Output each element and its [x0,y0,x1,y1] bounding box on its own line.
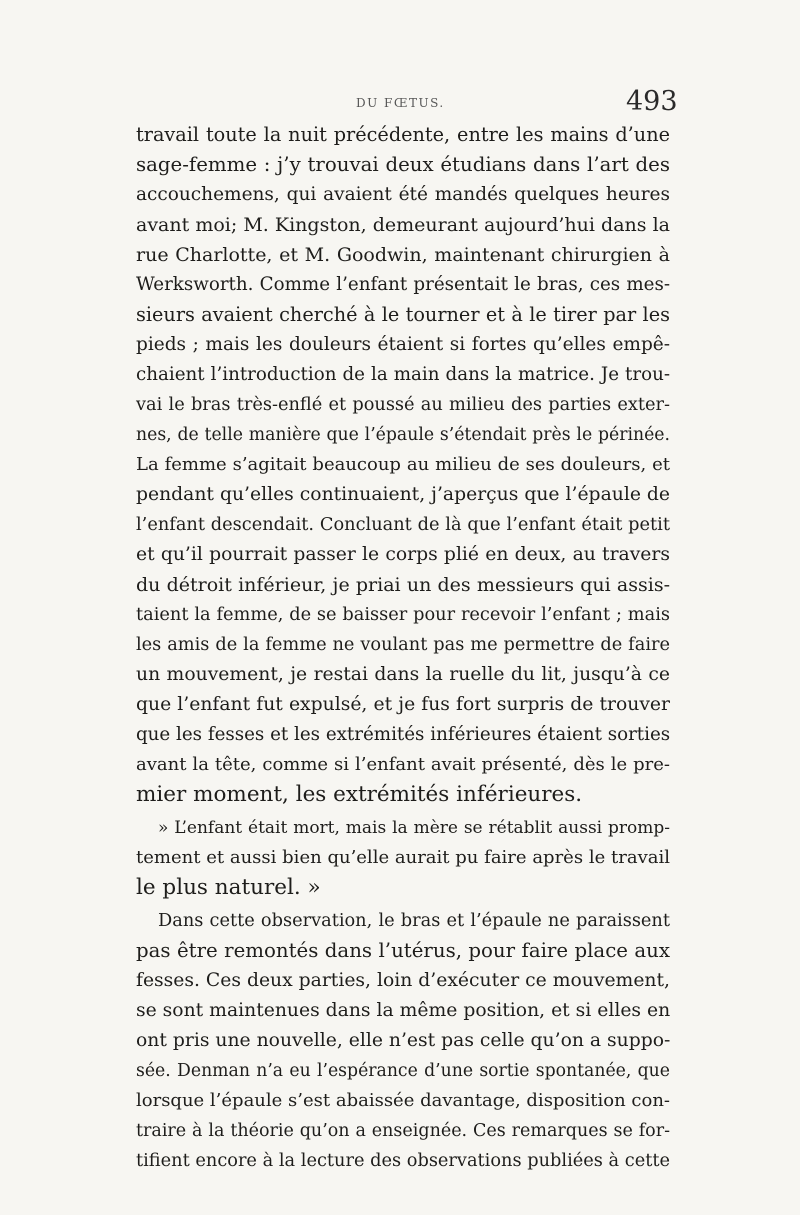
text-line: du détroit inférieur, je priai un des messieurs qui assis- [136,574,670,596]
text-line: La femme s’agitait beaucoup au milieu de ses douleurs, et [136,454,670,475]
text-line: Werksworth. Comme l’enfant présentait le bras, ces mes- [136,274,670,295]
running-title: DU FŒTUS. [356,96,445,110]
text-line: travail toute la nuit précédente, entre les mains d’une [136,123,670,146]
text-line: chaient l’introduction de la main dans la matrice. Je trou- [136,364,670,385]
paragraph-1 [136,120,670,810]
text-line: le plus naturel. » [136,875,321,900]
page-header [0,86,800,122]
text-line: ont pris une nouvelle, elle n’est pas celle qu’on a suppo- [136,1030,671,1051]
text-line: l’enfant descendait. Concluant de là que l’enfant était petit [136,515,670,535]
text-line: sée. Denman n’a eu l’espérance d’une sortie spontanée, que [136,1061,670,1081]
paragraph-3 [136,906,670,1176]
text-line: que les fesses et les extrémités inférieures étaient sorties [136,724,671,745]
text-line: » L’enfant était mort, mais la mère se rétablit aussi promp- [158,818,670,838]
body-text [136,120,670,1176]
text-line: lorsque l’épaule s’est abaissée davantage, disposition con- [136,1090,671,1111]
paragraph-2 [136,813,670,903]
text-line: mier moment, les extrémités inférieures. [136,782,583,807]
text-line: se sont maintenues dans la même position, et si elles en [136,1000,671,1021]
text-line: traire à la théorie qu’on a enseignée. Ces remarques se for- [136,1121,670,1141]
text-line: rue Charlotte, et M. Goodwin, maintenant chirurgien à [136,244,670,266]
text-line: nes, de telle manière que l’épaule s’étendait près le périnée. [136,425,670,445]
text-line: avant moi; M. Kingston, demeurant aujourd’hui dans la [136,214,670,236]
text-line: tifient encore à la lecture des observations publiées à cette [136,1151,670,1171]
page-number: 493 [626,86,678,117]
text-line: pendant qu’elles continuaient, j’aperçus que l’épaule de [136,484,670,505]
text-line: pieds ; mais les douleurs étaient si fortes qu’elles empê- [136,334,670,355]
text-line: sieurs avaient cherché à le tourner et à le tirer par les [136,303,670,326]
text-line: que l’enfant fut expulsé, et je fus fort surpris de trouver [136,694,670,715]
text-line: et qu’il pourrait passer le corps plié en deux, au travers [136,544,670,565]
text-line: un mouvement, je restai dans la ruelle du lit, jusqu’à ce [136,664,670,685]
text-line: les amis de la femme ne voulant pas me permettre de faire [136,635,670,655]
text-line: fesses. Ces deux parties, loin d’exécuter ce mouvement, [136,970,670,991]
text-line: vai le bras très-enflé et poussé au milieu des parties exter- [136,395,670,415]
text-line: avant la tête, comme si l’enfant avait présenté, dès le pre- [136,754,670,775]
text-line: Dans cette observation, le bras et l’épaule ne paraissent [158,911,670,931]
text-line: sage-femme : j’y trouvai deux étudians dans l’art des [136,153,670,176]
text-line: pas être remontés dans l’utérus, pour faire place aux [136,939,670,962]
text-line: tement et aussi bien qu’elle aurait pu faire après le travail [136,847,670,868]
text-line: taient la femme, de se baisser pour recevoir l’enfant ; mais [136,605,670,625]
text-line: accouchemens, qui avaient été mandés quelques heures [136,184,670,205]
